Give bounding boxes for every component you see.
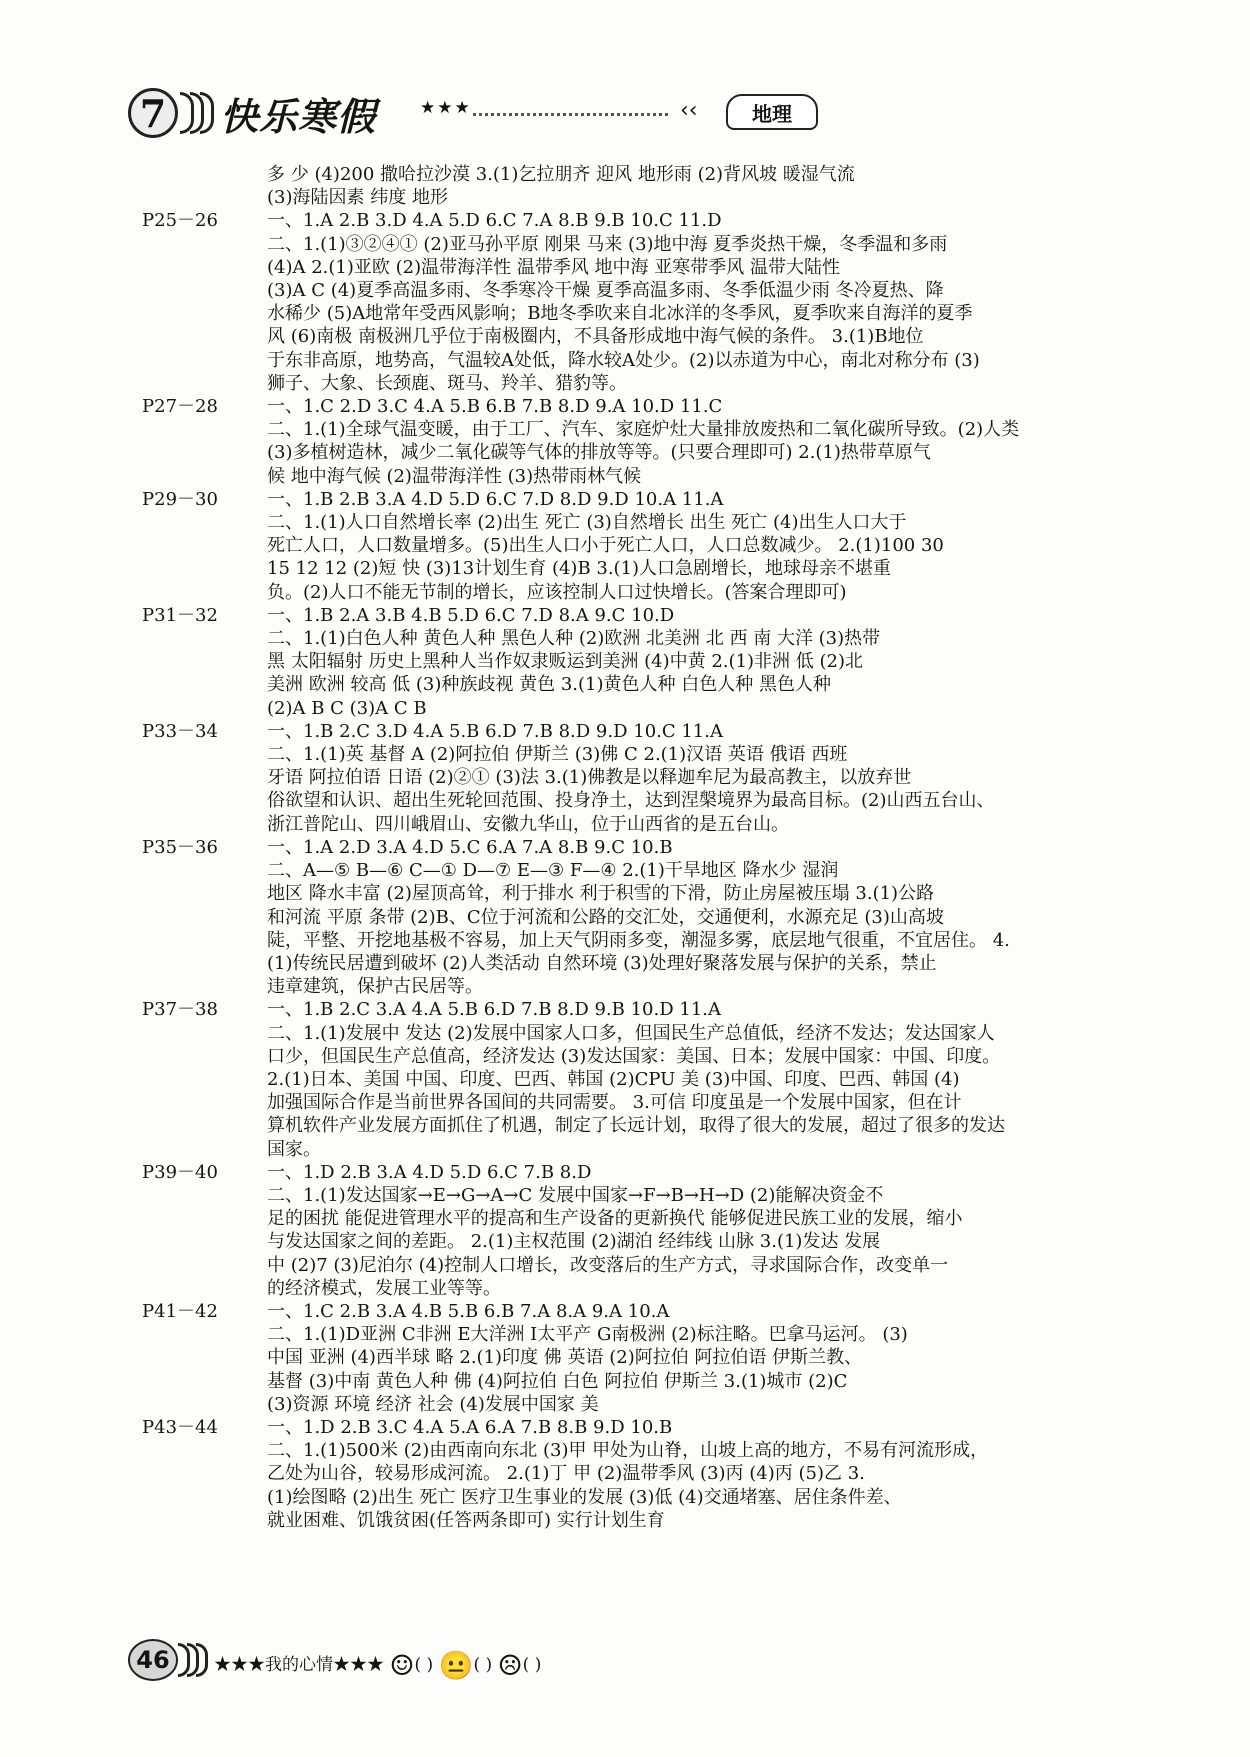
answer-section — [142, 1300, 1122, 1416]
answer-key — [142, 163, 1122, 1532]
answer-section — [142, 998, 1122, 1160]
answer-line: 二、1.(1)D亚洲 C非洲 E大洋洲 I太平产 G南极洲 (2)标注略。巴拿马运河。 (3) — [267, 1324, 908, 1346]
answer-line: 候 地中海气候 (2)温带海洋性 (3)热带雨林气候 — [267, 465, 642, 487]
page-range-label: P27－28 — [142, 396, 218, 418]
answer-text — [267, 1416, 1122, 1532]
answer-line: (2)A B C (3)A C B — [267, 697, 427, 719]
answer-text — [267, 1300, 1122, 1416]
page-footer — [128, 1637, 728, 1687]
answer-line: 就业困难、饥饿贫困(任答两条即可) 实行计划生育 — [267, 1509, 665, 1531]
answer-line: (1)绘图略 (2)出生 死亡 医疗卫生事业的发展 (3)低 (4)交通堵塞、居住条件差、 — [267, 1486, 902, 1508]
wave-decoration — [196, 1643, 208, 1677]
answer-text — [267, 163, 1122, 209]
answer-line: 于东非高原，地势高，气温较A处低，降水较A处少。(2)以赤道为中心，南北对称分布 (3) — [267, 349, 980, 371]
mood-tracker — [214, 1649, 541, 1682]
answer-line: 中国 亚洲 (4)西半球 略 2.(1)印度 佛 英语 (2)阿拉伯 阿拉伯语 伊斯兰教、 — [267, 1347, 863, 1369]
answer-line: 一、1.C 2.B 3.A 4.B 5.B 6.B 7.A 8.A 9.A 10.A — [267, 1300, 670, 1322]
page-header — [128, 88, 828, 140]
page-range-label: P43－44 — [142, 1416, 218, 1438]
answer-text — [267, 604, 1122, 720]
page-range-label: P33－34 — [142, 720, 218, 742]
answer-line: 二、1.(1)500米 (2)由西南向东北 (3)甲 甲处为山脊，山坡上高的地方，不易有河流形成， — [267, 1440, 989, 1462]
answer-line: 违章建筑，保护古民居等。 — [267, 976, 483, 998]
subject-badge: 地理 — [726, 94, 818, 130]
answer-section — [142, 1161, 1122, 1300]
answer-line: 二、1.(1)发达国家→E→G→A→C 发展中国家→F→B→H→D (2)能解决资金不 — [267, 1184, 884, 1206]
page-range-label: P41－42 — [142, 1300, 218, 1322]
answer-line: 15 12 12 (2)短 快 (3)13计划生育 (4)B 3.(1)人口急剧增长，地球母亲不堪重 — [267, 558, 892, 580]
answer-line: 二、1.(1)全球气温变暖，由于工厂、汽车、家庭炉灶大量排放废热和二氧化碳所导致。(2)人类 — [267, 419, 1020, 441]
page-range-label: P29－30 — [142, 488, 218, 510]
wave-decoration — [200, 92, 214, 134]
answer-line: 黑 太阳辐射 历史上黑种人当作奴隶贩运到美洲 (4)中黄 2.(1)非洲 低 (2)北 — [267, 651, 863, 673]
answer-line: 一、1.B 2.B 3.A 4.D 5.D 6.C 7.D 8.D 9.D 10.A 11.A — [267, 488, 724, 510]
page-range-label — [142, 163, 267, 209]
answer-line: 基督 (3)中南 黄色人种 佛 (4)阿拉伯 白色 阿拉伯 伊斯兰 3.(1)城市 (2)C — [267, 1370, 848, 1392]
answer-line: 一、1.C 2.D 3.C 4.A 5.B 6.B 7.B 8.D 9.A 10.D 11.C — [267, 396, 723, 418]
dotted-divider — [473, 113, 668, 116]
answer-line: (3)海陆因素 纬度 地形 — [267, 187, 448, 209]
answer-line: 狮子、大象、长颈鹿、斑马、羚羊、猎豹等。 — [267, 372, 627, 394]
answer-line: 足的困扰 能促进管理水平的提高和生产设备的更新换代 能够促进民族工业的发展，缩小 — [267, 1208, 963, 1230]
neutral-face-icon: 😐 — [438, 1649, 474, 1682]
book-title: 快乐寒假 — [220, 95, 377, 139]
answer-line: 一、1.B 2.C 3.A 4.A 5.B 6.D 7.B 8.D 9.B 10.D 11.A — [267, 999, 722, 1021]
answer-line: 浙江普陀山、四川峨眉山、安徽九华山，位于山西省的是五台山。 — [267, 813, 789, 835]
smile-face-icon: ☺ — [389, 1649, 415, 1682]
answer-line: 二、1.(1)③②④① (2)亚马孙平原 刚果 马来 (3)地中海 夏季炎热干燥，冬季温和多雨 — [267, 233, 948, 255]
answer-line: 一、1.A 2.B 3.D 4.A 5.D 6.C 7.A 8.B 9.B 10.C 11.D — [267, 210, 722, 232]
answer-line: 一、1.D 2.B 3.C 4.A 5.A 6.A 7.B 8.B 9.D 10.B — [267, 1416, 673, 1438]
grade-badge: 7 — [128, 88, 178, 138]
answer-line: 与发达国家之间的差距。 2.(1)主权范围 (2)湖泊 经纬线 山脉 3.(1)发达 发展 — [267, 1231, 881, 1253]
answer-line: 风 (6)南极 南极洲几乎位于南极圈内，不具备形成地中海气候的条件。 3.(1)B地位 — [267, 326, 924, 348]
answer-line: 二、A—⑤ B—⑥ C—① D—⑦ E—③ F—④ 2.(1)干旱地区 降水少 湿润 — [267, 860, 839, 882]
answer-text — [267, 488, 1122, 604]
title-stars: ★★★ — [420, 98, 472, 118]
answer-line: 多 少 (4)200 撒哈拉沙漠 3.(1)乞拉朋齐 迎风 地形雨 (2)背风坡 暖湿气流 — [267, 164, 855, 185]
answer-section — [142, 163, 1122, 209]
answer-line: (4)A 2.(1)亚欧 (2)温带海洋性 温带季风 地中海 亚寒带季风 温带大陆性 — [267, 256, 840, 278]
answer-line: 和河流 平原 条带 (2)B、C位于河流和公路的交汇处，交通便利，水源充足 (3)山高坡 — [267, 906, 944, 928]
answer-text — [267, 395, 1122, 488]
answer-line: 死亡人口，人口数量增多。(5)出生人口小于死亡人口，人口总数减少。 2.(1)100 30 — [267, 535, 944, 557]
answer-line: (3)多植树造林，减少二氧化碳等气体的排放等等。(只要合理即可) 2.(1)热带草原气 — [267, 442, 931, 464]
answer-line: 一、1.A 2.D 3.A 4.D 5.C 6.A 7.A 8.B 9.C 10.B — [267, 836, 673, 858]
answer-line: 口少，但国民生产总值高，经济发达 (3)发达国家：美国、日本；发展中国家：中国、印度。 — [267, 1045, 1001, 1067]
answer-line: 国家。 — [267, 1138, 321, 1160]
answer-section — [142, 604, 1122, 720]
answer-section — [142, 720, 1122, 836]
page-number: 46 — [128, 1639, 178, 1681]
answer-line: 陡，平整、开挖地基极不容易，加上天气阴雨多变，潮湿多雾，底层地气很重，不宜居住。 4. — [267, 929, 1010, 951]
answer-line: 二、1.(1)人口自然增长率 (2)出生 死亡 (3)自然增长 出生 死亡 (4)出生人口大于 — [267, 512, 907, 534]
answer-line: 的经济模式，发展工业等等。 — [267, 1277, 501, 1299]
answer-section — [142, 209, 1122, 395]
answer-line: 二、1.(1)英 基督 A (2)阿拉伯 伊斯兰 (3)佛 C 2.(1)汉语 英语 俄语 西班 — [267, 744, 848, 766]
answer-line: 地区 降水丰富 (2)屋顶高耸，利于排水 利于积雪的下滑，防止房屋被压塌 3.(1)公路 — [267, 883, 935, 905]
mood-label: ★★★我的心情★★★ — [214, 1655, 384, 1675]
answer-section — [142, 836, 1122, 998]
answer-line: (3)A C (4)夏季高温多雨、冬季寒冷干燥 夏季高温多雨、冬季低温少雨 冬冷夏热、降 — [267, 280, 944, 302]
answer-line: 二、1.(1)白色人种 黄色人种 黑色人种 (2)欧洲 北美洲 北 西 南 大洋 (3)热带 — [267, 628, 881, 650]
mood-blank: ( ) — [414, 1655, 434, 1675]
mood-blank: ( ) — [473, 1655, 493, 1675]
answer-line: 水稀少 (5)A地常年受西风影响；B地冬季吹来自北冰洋的冬季风，夏季吹来自海洋的夏季 — [267, 303, 973, 325]
answer-line: 牙语 阿拉伯语 日语 (2)②① (3)法 3.(1)佛教是以释迦牟尼为最高教主，以放弃世 — [267, 767, 912, 789]
answer-line: 算机软件产业发展方面抓住了机遇，制定了长远计划，取得了很大的发展，超过了很多的发达 — [267, 1115, 1005, 1137]
answer-section — [142, 395, 1122, 488]
answer-line: (3)资源 环境 经济 社会 (4)发展中国家 美 — [267, 1393, 599, 1415]
page-range-label: P39－40 — [142, 1161, 218, 1183]
answer-text — [267, 209, 1122, 395]
answer-line: 一、1.D 2.B 3.A 4.D 5.D 6.C 7.B 8.D — [267, 1161, 592, 1183]
answer-line: 负。(2)人口不能无节制的增长，应该控制人口过快增长。(答案合理即可) — [267, 581, 847, 603]
answer-section — [142, 488, 1122, 604]
page-range-label: P31－32 — [142, 604, 218, 626]
answer-line: 加强国际合作是当前世界各国间的共同需要。 3.可信 印度虽是一个发展中国家，但在计 — [267, 1092, 962, 1114]
mood-blank: ( ) — [522, 1655, 542, 1675]
answer-line: 乙处为山谷，较易形成河流。 2.(1)丁 甲 (2)温带季风 (3)丙 (4)丙 (5)乙 3. — [267, 1463, 865, 1485]
answer-line: 一、1.B 2.A 3.B 4.B 5.D 6.C 7.D 8.A 9.C 10.D — [267, 604, 675, 626]
page-range-label: P37－38 — [142, 999, 218, 1021]
page-range-label: P25－26 — [142, 210, 218, 232]
answer-line: 俗欲望和认识、超出生死轮回范围、投身净土，达到涅槃境界为最高目标。(2)山西五台山、 — [267, 790, 995, 812]
answer-line: (1)传统民居遭到破坏 (2)人类活动 自然环境 (3)处理好聚落发展与保护的关系，禁止 — [267, 952, 937, 974]
page-range-label: P35－36 — [142, 836, 218, 858]
sad-face-icon: ☹ — [497, 1649, 523, 1682]
answer-text — [267, 1161, 1122, 1300]
answer-line: 一、1.B 2.C 3.D 4.A 5.B 6.D 7.B 8.D 9.D 10.C 11.A — [267, 720, 723, 742]
answer-text — [267, 720, 1122, 836]
answer-line: 中 (2)7 (3)尼泊尔 (4)控制人口增长，改变落后的生产方式，寻求国际合作，改变单一 — [267, 1254, 949, 1276]
answer-text — [267, 836, 1122, 998]
answer-line: 2.(1)日本、美国 中国、印度、巴西、韩国 (2)CPU 美 (3)中国、印度、巴西、韩国 (4) — [267, 1068, 960, 1090]
answer-line: 二、1.(1)发展中 发达 (2)发展中国家人口多，但国民生产总值低，经济不发达；发达国家人 — [267, 1022, 995, 1044]
chevron-left-icon: ‹‹ — [680, 98, 698, 123]
answer-text — [267, 998, 1122, 1160]
answer-section — [142, 1416, 1122, 1532]
answer-line: 美洲 欧洲 较高 低 (3)种族歧视 黄色 3.(1)黄色人种 白色人种 黑色人种 — [267, 674, 831, 696]
